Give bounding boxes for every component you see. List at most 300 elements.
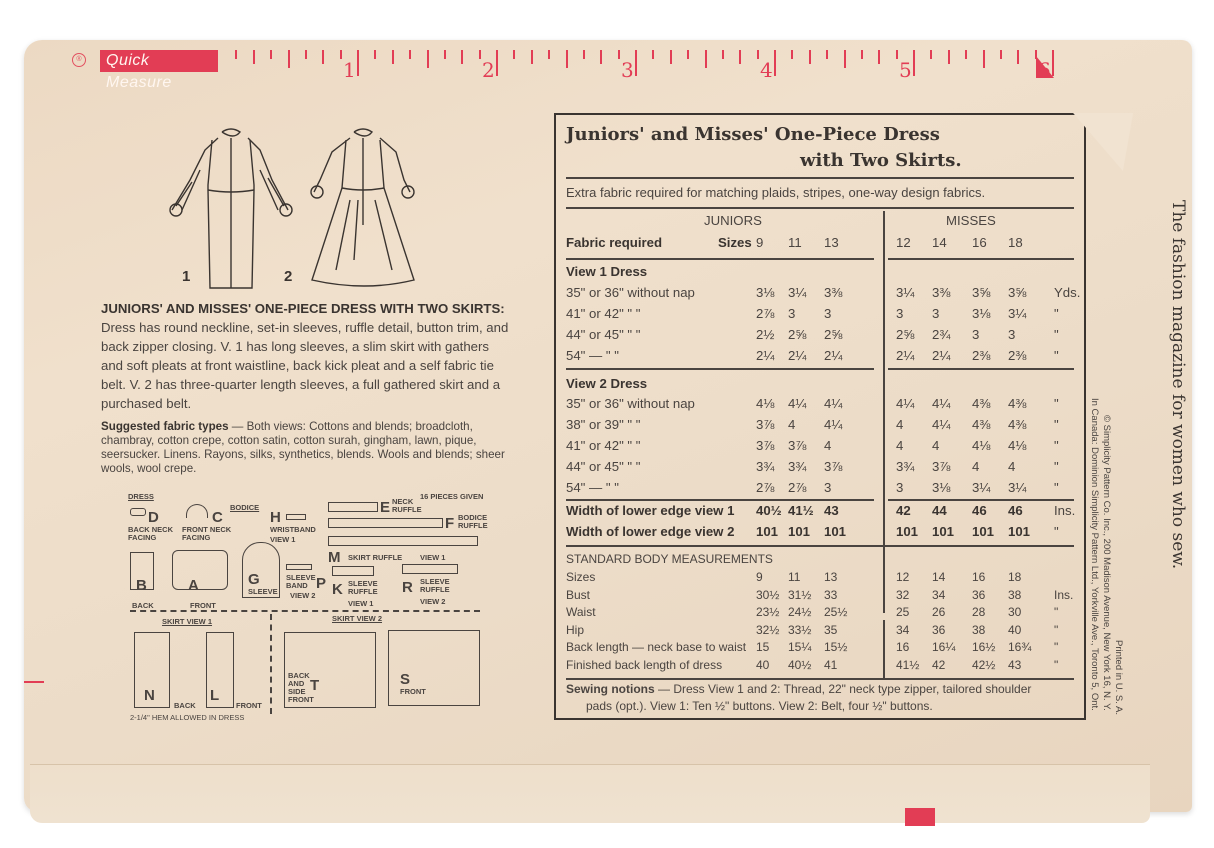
cell-value: 101 — [896, 524, 919, 539]
cell-value: 4 — [896, 438, 904, 453]
ruler-tick — [757, 50, 759, 59]
piece-k-view: VIEW 1 — [348, 599, 374, 608]
cell-value: 36 — [932, 622, 946, 637]
cell-value: 2¾ — [932, 327, 951, 342]
piece-a-name: FRONT — [190, 601, 216, 610]
row-label: Bust — [566, 587, 591, 602]
cell-value: 2⅜ — [972, 348, 991, 363]
ruler-tick — [913, 50, 915, 76]
description-heading: JUNIORS' AND MISSES' ONE-PIECE DRESS WITH TWO SKIRTS: — [101, 301, 505, 316]
ruler-tick — [774, 50, 776, 76]
piece-s-letter: S — [400, 671, 411, 688]
ruler-number: 3 — [621, 58, 634, 82]
cell-value: 4¼ — [932, 396, 951, 411]
cell-value: 3⅞ — [824, 459, 843, 474]
unit-label: " — [1054, 327, 1059, 342]
divider — [566, 678, 1074, 680]
dress-illustrations — [160, 110, 420, 290]
cell-value: 101 — [932, 524, 955, 539]
cell-value: 2¼ — [932, 348, 951, 363]
piece-e-shape — [328, 502, 378, 512]
ruler-tick — [583, 50, 585, 59]
cell-value: 4⅜ — [972, 396, 991, 411]
piece-b-name: BACK — [132, 601, 154, 610]
row-label: Back length — neck base to waist — [566, 640, 747, 654]
pieces-count: 16 PIECES GIVEN — [420, 492, 484, 501]
piece-m-view: VIEW 1 — [420, 553, 446, 562]
cell-value: 3⅞ — [756, 417, 775, 432]
notions-text-line-2: pads (opt.). View 1: Ten ½" buttons. View 2: Belt, four ½" buttons. — [586, 699, 933, 713]
size-header: 13 — [824, 235, 839, 250]
ruler-tick — [861, 50, 863, 59]
cell-value: 15½ — [824, 640, 848, 654]
ruler-tick — [235, 50, 237, 59]
juniors-heading: JUNIORS — [704, 213, 762, 228]
ruler-number: 6 — [1038, 58, 1051, 82]
unit-label: " — [1054, 657, 1059, 672]
piece-f-shape — [328, 518, 443, 528]
ruler-tick — [305, 50, 307, 59]
cell-value: 4⅜ — [1008, 396, 1027, 411]
cell-value: 3⅜ — [932, 285, 951, 300]
unit-label: " — [1054, 459, 1059, 474]
cell-value: 2¼ — [896, 348, 915, 363]
sewing-notions — [566, 682, 1031, 696]
cell-value: 4⅛ — [972, 438, 991, 453]
cell-value: 25½ — [824, 605, 848, 619]
row-label: Width of lower edge view 1 — [566, 503, 735, 518]
cell-value: 101 — [788, 524, 811, 539]
yardage-chart — [554, 113, 1086, 720]
ruler-tick — [392, 50, 394, 64]
cell-value: 32½ — [756, 622, 780, 637]
dress-back-views-icon — [160, 110, 420, 290]
ruler-tick — [687, 50, 689, 59]
cell-value: 25 — [896, 605, 910, 619]
cell-value: 3¾ — [756, 459, 775, 474]
row-label: Waist — [566, 605, 596, 619]
piece-p-shape — [286, 564, 312, 570]
cell-value: 2⅞ — [756, 306, 775, 321]
view-1-label: 1 — [182, 268, 191, 285]
piece-k-shape — [332, 566, 374, 576]
cell-value: 30½ — [756, 587, 780, 602]
row-label: Hip — [566, 622, 585, 637]
description-body: Dress has round neckline, set-in sleeves, ruffle detail, button trim, and back zipper closing. V. 1 has long sleeves, a slim skirt with gathers and soft pleats at front waistline, back kick pleat and a self fabric tie belt. V. 2 has three-quarter length sleeves, a full gathered skirt and a purchased belt. — [101, 320, 509, 411]
bodice-heading: BODICE — [230, 503, 260, 512]
cell-value: 2⅞ — [756, 480, 775, 495]
cell-value: 3⅞ — [932, 459, 951, 474]
cell-value: 26 — [932, 605, 946, 619]
cell-value: 3 — [896, 480, 904, 495]
torn-corner-flap — [1063, 113, 1133, 171]
piece-h-view: VIEW 1 — [270, 535, 296, 544]
unit-label: " — [1054, 605, 1059, 619]
quick-measure-ruler — [76, 50, 1055, 91]
divider — [888, 258, 1074, 260]
fabric-required-label: Fabric required — [566, 235, 663, 250]
cell-value: 41 — [824, 657, 838, 672]
cell-value: 3⅝ — [1008, 285, 1027, 300]
divider — [566, 545, 1074, 547]
ruler-number: 1 — [343, 58, 356, 82]
cell-value: 2¼ — [788, 348, 807, 363]
piece-n-letter: N — [144, 687, 155, 704]
row-label: 41" or 42" " " — [566, 306, 641, 321]
cell-value: 4 — [824, 438, 832, 453]
piece-c-letter: C — [212, 509, 223, 526]
unit-label: " — [1054, 524, 1059, 539]
row-label: 38" or 39" " " — [566, 417, 641, 432]
ruler-tick — [1017, 50, 1019, 64]
piece-d-shape — [130, 508, 146, 516]
cell-value: 101 — [1008, 524, 1031, 539]
cell-value: 3¾ — [896, 459, 915, 474]
unit-label: Ins. — [1054, 503, 1076, 518]
ruler-number: 4 — [760, 58, 773, 82]
cell-value: 4 — [896, 417, 904, 432]
ruler-tick — [322, 50, 324, 64]
cell-value: 3 — [972, 327, 980, 342]
piece-m-shape — [328, 536, 478, 546]
cell-value: 4¼ — [932, 417, 951, 432]
cell-value: 3 — [932, 306, 940, 321]
pattern-description — [101, 299, 513, 413]
piece-h-shape — [286, 514, 306, 520]
cell-value: 18 — [1008, 570, 1022, 584]
cell-value: 3⅝ — [972, 285, 991, 300]
cell-value: 3⅛ — [972, 306, 991, 321]
unit-label: " — [1054, 396, 1059, 411]
unit-label: " — [1054, 306, 1059, 321]
pattern-pieces-diagram — [120, 480, 500, 725]
hem-note: 2-1/4" HEM ALLOWED IN DRESS — [130, 713, 245, 722]
cell-value: 32 — [896, 587, 910, 602]
suggested-fabrics — [101, 420, 513, 476]
cell-value: 4 — [788, 417, 796, 432]
piece-p-view: VIEW 2 — [290, 591, 316, 600]
piece-k-name: SLEEVE RUFFLE — [348, 579, 378, 596]
cell-value: 3⅜ — [824, 285, 843, 300]
view-2-heading: View 2 Dress — [566, 376, 648, 391]
piece-s-name: FRONT — [400, 687, 426, 696]
cell-value: 3⅞ — [756, 438, 775, 453]
ruler-tick — [548, 50, 550, 59]
view-2-label: 2 — [284, 268, 293, 285]
registered-mark-icon: ® — [72, 53, 86, 67]
ruler-tick — [409, 50, 411, 59]
ruler-number: 5 — [899, 58, 912, 82]
cut-line-vertical — [270, 614, 272, 714]
cell-value: 4¼ — [824, 417, 843, 432]
cell-value: 101 — [756, 524, 779, 539]
piece-e-name: NECK RUFFLE — [392, 497, 422, 514]
cell-value: 30 — [1008, 605, 1022, 619]
side-tagline: The fashion magazine for women who sew. — [1168, 200, 1188, 570]
piece-a-letter: A — [188, 577, 199, 594]
divider — [566, 499, 874, 501]
piece-t-name: BACK AND SIDE FRONT — [288, 671, 314, 704]
cell-value: 41½ — [788, 503, 814, 518]
cut-line-horizontal — [130, 610, 480, 612]
ruler-tick — [739, 50, 741, 64]
ruler-tick — [461, 50, 463, 64]
ruler-tick — [618, 50, 620, 59]
printed-in-usa: Printed in U. S. A. — [1113, 640, 1124, 715]
cell-value: 34 — [896, 622, 910, 637]
size-header: 11 — [788, 235, 802, 250]
ruler-tick — [844, 50, 846, 68]
skirt-view-2-heading: SKIRT VIEW 2 — [332, 614, 383, 623]
piece-d-name: BACK NECK FACING — [128, 525, 173, 542]
juniors-misses-divider — [883, 211, 885, 613]
row-label: Finished back length of dress — [566, 657, 723, 672]
cell-value: 46 — [972, 503, 987, 518]
cell-value: 3¼ — [896, 285, 915, 300]
ruler-tick — [479, 50, 481, 59]
cell-value: 3 — [1008, 327, 1016, 342]
cell-value: 4¼ — [824, 396, 843, 411]
divider — [888, 368, 1074, 370]
cell-value: 13 — [824, 570, 838, 584]
row-label: 54" — " " — [566, 480, 619, 495]
cell-value: 43 — [824, 503, 839, 518]
cell-value: 12 — [896, 570, 910, 584]
ruler-tick — [791, 50, 793, 59]
cell-value: 42 — [896, 503, 911, 518]
piece-p-name: SLEEVE BAND — [286, 573, 316, 590]
ruler-tick — [340, 50, 342, 59]
cell-value: 3¼ — [1008, 480, 1027, 495]
piece-t-letter: T — [310, 677, 320, 694]
size-header: 9 — [756, 235, 764, 250]
ruler-tick — [809, 50, 811, 64]
cell-value: 11 — [788, 570, 801, 584]
ruler-tick — [896, 50, 898, 59]
piece-r-view: VIEW 2 — [420, 597, 446, 606]
cell-value: 35 — [824, 622, 838, 637]
fabric-types-label: Suggested fabric types — [101, 420, 229, 433]
cell-value: 2¼ — [756, 348, 775, 363]
cell-value: 41½ — [896, 657, 920, 672]
ruler-tick — [531, 50, 533, 64]
cell-value: 43 — [1008, 657, 1022, 672]
cell-value: 4⅛ — [1008, 438, 1027, 453]
ruler-tick — [705, 50, 707, 68]
ruler-tick — [983, 50, 985, 68]
cell-value: 38 — [1008, 587, 1022, 602]
row-label: 44" or 45" " " — [566, 459, 641, 474]
cell-value: 42 — [932, 657, 946, 672]
red-tab-marker — [905, 808, 935, 826]
row-label: Width of lower edge view 2 — [566, 524, 735, 539]
ruler-tick — [357, 50, 359, 76]
piece-d-letter: D — [148, 509, 159, 526]
cell-value: 31½ — [788, 587, 812, 602]
ruler-tick — [722, 50, 724, 59]
ruler-tick — [652, 50, 654, 59]
piece-n-name: BACK — [174, 701, 196, 710]
misses-heading: MISSES — [946, 213, 996, 228]
cell-value: 3 — [896, 306, 904, 321]
cell-value: 2⅞ — [788, 480, 807, 495]
cell-value: 2⅝ — [824, 327, 843, 342]
ruler-tick — [878, 50, 880, 64]
divider — [566, 368, 874, 370]
ruler-tick — [566, 50, 568, 68]
piece-c-name: FRONT NECK FACING — [182, 525, 232, 542]
cell-value: 16¼ — [932, 640, 956, 654]
divider — [566, 207, 1074, 209]
piece-f-name: BODICE RUFFLE — [458, 513, 488, 530]
ruler-end-arrow-icon — [1036, 56, 1054, 78]
cell-value: 2½ — [756, 327, 775, 342]
cell-value: 34 — [932, 587, 946, 602]
piece-l-letter: L — [210, 687, 220, 704]
cell-value: 4 — [932, 438, 940, 453]
piece-h-name: WRISTBAND — [270, 525, 316, 534]
ruler-tick — [253, 50, 255, 64]
ruler-tick — [427, 50, 429, 68]
cell-value: 4⅜ — [972, 417, 991, 432]
notions-text: — Dress View 1 and 2: Thread, 22" neck type zipper, tailored shoulder — [654, 682, 1032, 696]
cell-value: 9 — [756, 570, 763, 584]
row-label: 44" or 45" " " — [566, 327, 641, 342]
size-header: 14 — [932, 235, 947, 250]
cell-value: 40½ — [756, 503, 782, 518]
unit-label: " — [1054, 348, 1059, 363]
notions-label: Sewing notions — [566, 682, 655, 696]
cell-value: 4⅜ — [1008, 417, 1027, 432]
copyright-line-1: © Simplicity Pattern Co. Inc., 200 Madison Avenue, New York 16, N. Y. — [1101, 415, 1112, 711]
cell-value: 16 — [972, 570, 986, 584]
piece-m-letter: M — [328, 549, 341, 566]
row-label: 35" or 36" without nap — [566, 396, 695, 411]
cell-value: 2⅜ — [1008, 348, 1027, 363]
ruler-tick — [965, 50, 967, 59]
row-label: Sizes — [566, 570, 596, 584]
cell-value: 4¼ — [896, 396, 915, 411]
piece-e-letter: E — [380, 499, 391, 516]
view-1-heading: View 1 Dress — [566, 264, 648, 279]
piece-h-letter: H — [270, 509, 281, 526]
juniors-misses-divider — [883, 620, 885, 680]
cell-value: 3¼ — [788, 285, 807, 300]
piece-r-letter: R — [402, 579, 413, 596]
piece-g-name: SLEEVE — [248, 587, 278, 596]
cell-value: 36 — [972, 587, 986, 602]
copyright-line-2: In Canada: Dominion Simplicity Pattern Ltd., Yorkville Ave., Toronto 5, Ont. — [1089, 398, 1100, 711]
cell-value: 16½ — [972, 640, 996, 654]
piece-m-name: SKIRT RUFFLE — [348, 553, 403, 562]
cell-value: 33 — [824, 587, 838, 602]
cell-value: 3⅛ — [756, 285, 775, 300]
piece-p-letter: P — [316, 575, 327, 592]
ruler-ticks — [226, 50, 1051, 82]
row-label: 41" or 42" " " — [566, 438, 641, 453]
envelope-bottom-flap — [30, 764, 1150, 823]
cell-value: 40 — [1008, 622, 1022, 637]
cell-value: 28 — [972, 605, 986, 619]
cell-value: 33½ — [788, 622, 812, 637]
cell-value: 3¼ — [972, 480, 991, 495]
fabric-types-text: — Both views: Cottons and blends; broadcloth, chambray, cotton crepe, cotton satin, cotton surah, gingham, lawn, pique, seersucker. Linens. Rayons, silks, synthetics, blends. Wools and blends; sheer wools, wool crepe. — [101, 420, 505, 475]
chart-title-line-1: Juniors' and Misses' One-Piece Dress — [566, 124, 940, 145]
cell-value: 3⅞ — [788, 438, 807, 453]
ruler-tick — [444, 50, 446, 59]
unit-label: Yds. — [1054, 285, 1081, 300]
cell-value: 2¼ — [824, 348, 843, 363]
extra-fabric-note: Extra fabric required for matching plaids, stripes, one-way design fabrics. — [566, 185, 986, 200]
piece-b-letter: B — [136, 577, 147, 594]
cell-value: 23½ — [756, 605, 780, 619]
cell-value: 3 — [824, 480, 832, 495]
cell-value: 2⅝ — [896, 327, 915, 342]
unit-label: " — [1054, 640, 1059, 654]
skirt-view-1-heading: SKIRT VIEW 1 — [162, 617, 213, 626]
unit-label: " — [1054, 480, 1059, 495]
cell-value: 101 — [972, 524, 995, 539]
ruler-tick — [1000, 50, 1002, 59]
cell-value: 16 — [896, 640, 910, 654]
cell-value: 3⅛ — [932, 480, 951, 495]
cell-value: 3¾ — [788, 459, 807, 474]
piece-k-letter: K — [332, 581, 343, 598]
ruler-tick — [948, 50, 950, 64]
ruler-tick — [600, 50, 602, 64]
cell-value: 101 — [824, 524, 847, 539]
row-label: 35" or 36" without nap — [566, 285, 695, 300]
cell-value: 16¾ — [1008, 640, 1032, 654]
sizes-label: Sizes — [718, 235, 752, 250]
ruler-tick — [635, 50, 637, 76]
chart-title-line-2: with Two Skirts. — [800, 150, 962, 171]
cell-value: 15¼ — [788, 640, 812, 654]
ruler-number: 2 — [482, 58, 495, 82]
ruler-tick — [288, 50, 290, 68]
cell-value: 44 — [932, 503, 947, 518]
quick-measure-label: Quick Measure — [100, 50, 218, 72]
size-header: 12 — [896, 235, 911, 250]
unit-label: Ins. — [1054, 587, 1074, 602]
cell-value: 24½ — [788, 605, 812, 619]
piece-a-shape — [172, 550, 228, 590]
ruler-tick — [930, 50, 932, 59]
cell-value: 15 — [756, 640, 770, 654]
cell-value: 2⅝ — [788, 327, 807, 342]
ruler-tick — [270, 50, 272, 59]
cell-value: 3 — [824, 306, 832, 321]
unit-label: " — [1054, 622, 1059, 637]
cell-value: 4⅛ — [756, 396, 775, 411]
ruler-tick — [670, 50, 672, 64]
piece-f-letter: F — [445, 515, 455, 532]
unit-label: " — [1054, 438, 1059, 453]
cell-value: 3¼ — [1008, 306, 1027, 321]
ruler-tick — [374, 50, 376, 59]
unit-label: " — [1054, 417, 1059, 432]
cell-value: 4 — [1008, 459, 1016, 474]
size-header: 16 — [972, 235, 987, 250]
ruler-tick — [826, 50, 828, 59]
piece-l-name: FRONT — [236, 701, 262, 710]
piece-r-shape — [402, 564, 458, 574]
cell-value: 3 — [788, 306, 796, 321]
cell-value: 4 — [972, 459, 980, 474]
piece-r-name: SLEEVE RUFFLE — [420, 577, 450, 594]
cell-value: 4¼ — [788, 396, 807, 411]
piece-c-shape — [186, 504, 208, 518]
